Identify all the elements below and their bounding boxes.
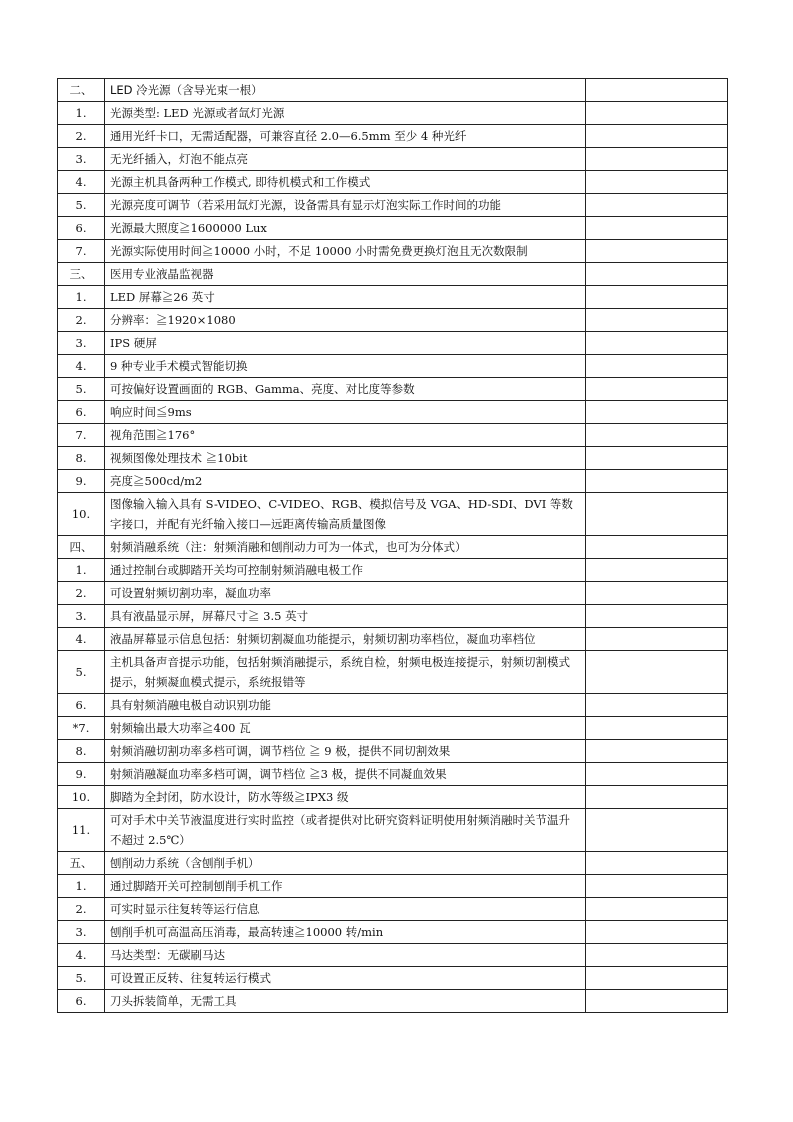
item-requirement: 可设置正反转、往复转运行模式	[105, 967, 586, 990]
response-cell	[586, 79, 728, 102]
item-number: 7.	[58, 424, 105, 447]
item-requirement: 亮度≧500cd/m2	[105, 470, 586, 493]
item-number: 2.	[58, 582, 105, 605]
item-number: 9.	[58, 470, 105, 493]
response-cell	[586, 424, 728, 447]
response-cell	[586, 786, 728, 809]
table-row	[58, 898, 728, 921]
item-requirement: 光源实际使用时间≧10000 小时，不足 10000 小时需免费更换灯泡且无次数限制	[105, 240, 586, 263]
table-row	[58, 355, 728, 378]
response-cell	[586, 286, 728, 309]
table-row	[58, 786, 728, 809]
item-requirement: 9 种专业手术模式智能切换	[105, 355, 586, 378]
item-requirement: 通过脚踏开关可控制刨削手机工作	[105, 875, 586, 898]
item-number: 3.	[58, 605, 105, 628]
item-requirement: LED 屏幕≧26 英寸	[105, 286, 586, 309]
table-row	[58, 921, 728, 944]
response-cell	[586, 401, 728, 424]
response-cell	[586, 240, 728, 263]
item-requirement: 可设置射频切割功率，凝血功率	[105, 582, 586, 605]
item-number: 1.	[58, 559, 105, 582]
section-header-row	[58, 263, 728, 286]
item-requirement: 刨削手机可高温高压消毒，最高转速≧10000 转/min	[105, 921, 586, 944]
response-cell	[586, 217, 728, 240]
response-cell	[586, 309, 728, 332]
table-row	[58, 875, 728, 898]
section-number: 四、	[58, 536, 105, 559]
table-row	[58, 763, 728, 786]
item-requirement: 分辨率：≧1920×1080	[105, 309, 586, 332]
item-number: 6.	[58, 990, 105, 1013]
table-row	[58, 447, 728, 470]
table-row	[58, 809, 728, 852]
item-number: 4.	[58, 944, 105, 967]
item-requirement: 视频图像处理技术 ≧10bit	[105, 447, 586, 470]
response-cell	[586, 355, 728, 378]
response-cell	[586, 332, 728, 355]
item-number: 7.	[58, 240, 105, 263]
section-title: LED 冷光源（含导光束一根）	[105, 79, 586, 102]
item-number: 6.	[58, 694, 105, 717]
response-cell	[586, 493, 728, 536]
response-cell	[586, 194, 728, 217]
item-requirement: 可对手术中关节液温度进行实时监控（或者提供对比研究资料证明使用射频消融时关节温升不超过 2.5℃）	[105, 809, 586, 852]
table-row	[58, 378, 728, 401]
response-cell	[586, 921, 728, 944]
response-cell	[586, 447, 728, 470]
section-number: 二、	[58, 79, 105, 102]
item-requirement: 光源类型: LED 光源或者氙灯光源	[105, 102, 586, 125]
item-requirement: 图像输入输入具有 S-VIDEO、C-VIDEO、RGB、模拟信号及 VGA、HD-SDI、DVI 等数字接口，并配有光纤输入接口—远距离传输高质量图像	[105, 493, 586, 536]
response-cell	[586, 378, 728, 401]
section-header-row	[58, 852, 728, 875]
item-number: 1.	[58, 286, 105, 309]
item-requirement: 光源主机具备两种工作模式, 即待机模式和工作模式	[105, 171, 586, 194]
item-requirement: 主机具备声音提示功能，包括射频消融提示，系统自检，射频电极连接提示，射频切割模式提示，射频凝血模式提示，系统报错等	[105, 651, 586, 694]
item-requirement: 马达类型：无碳刷马达	[105, 944, 586, 967]
item-number: 2.	[58, 898, 105, 921]
item-number: 11.	[58, 809, 105, 852]
table-row	[58, 717, 728, 740]
response-cell	[586, 990, 728, 1013]
response-cell	[586, 582, 728, 605]
section-title: 刨削动力系统（含刨削手机）	[105, 852, 586, 875]
table-row	[58, 628, 728, 651]
item-requirement: 通过控制台或脚踏开关均可控制射频消融电极工作	[105, 559, 586, 582]
section-title: 医用专业液晶监视器	[105, 263, 586, 286]
table-row	[58, 240, 728, 263]
table-row	[58, 102, 728, 125]
section-header-row	[58, 536, 728, 559]
table-row	[58, 332, 728, 355]
table-row	[58, 967, 728, 990]
response-cell	[586, 559, 728, 582]
section-title: 射频消融系统（注：射频消融和刨削动力可为一体式，也可为分体式）	[105, 536, 586, 559]
response-cell	[586, 536, 728, 559]
response-cell	[586, 102, 728, 125]
item-requirement: 脚踏为全封闭，防水设计，防水等级≧IPX3 级	[105, 786, 586, 809]
item-number: 9.	[58, 763, 105, 786]
item-number: 1.	[58, 875, 105, 898]
item-requirement: 射频输出最大功率≧400 瓦	[105, 717, 586, 740]
item-requirement: 刀头拆装简单，无需工具	[105, 990, 586, 1013]
item-requirement: 射频消融凝血功率多档可调，调节档位 ≧3 极，提供不同凝血效果	[105, 763, 586, 786]
item-number: 2.	[58, 309, 105, 332]
table-row	[58, 493, 728, 536]
table-row	[58, 148, 728, 171]
table-row	[58, 424, 728, 447]
item-number: 5.	[58, 194, 105, 217]
table-row	[58, 401, 728, 424]
response-cell	[586, 852, 728, 875]
table-row	[58, 559, 728, 582]
response-cell	[586, 740, 728, 763]
response-cell	[586, 809, 728, 852]
item-number: 5.	[58, 967, 105, 990]
response-cell	[586, 717, 728, 740]
table-row	[58, 286, 728, 309]
item-requirement: 液晶屏幕显示信息包括：射频切割凝血功能提示，射频切割功率档位，凝血功率档位	[105, 628, 586, 651]
item-requirement: IPS 硬屏	[105, 332, 586, 355]
table-row	[58, 171, 728, 194]
response-cell	[586, 651, 728, 694]
table-row	[58, 990, 728, 1013]
response-cell	[586, 470, 728, 493]
item-requirement: 视角范围≧176°	[105, 424, 586, 447]
table-row	[58, 740, 728, 763]
response-cell	[586, 763, 728, 786]
response-cell	[586, 125, 728, 148]
item-number: 8.	[58, 447, 105, 470]
item-requirement: 光源最大照度≧1600000 Lux	[105, 217, 586, 240]
item-requirement: 具有液晶显示屏，屏幕尺寸≧ 3.5 英寸	[105, 605, 586, 628]
table-row	[58, 125, 728, 148]
section-number: 五、	[58, 852, 105, 875]
response-cell	[586, 694, 728, 717]
response-cell	[586, 263, 728, 286]
item-number: 3.	[58, 148, 105, 171]
item-number: 1.	[58, 102, 105, 125]
response-cell	[586, 898, 728, 921]
table-row	[58, 217, 728, 240]
item-number: 4.	[58, 171, 105, 194]
response-cell	[586, 628, 728, 651]
response-cell	[586, 148, 728, 171]
item-requirement: 射频消融切割功率多档可调，调节档位 ≧ 9 极，提供不同切割效果	[105, 740, 586, 763]
response-cell	[586, 944, 728, 967]
item-number: 5.	[58, 651, 105, 694]
item-number: *7.	[58, 717, 105, 740]
item-number: 3.	[58, 921, 105, 944]
section-header-row	[58, 79, 728, 102]
item-requirement: 可实时显示往复转等运行信息	[105, 898, 586, 921]
table-row	[58, 470, 728, 493]
item-requirement: 光源亮度可调节（若采用氙灯光源，设备需具有显示灯泡实际工作时间的功能	[105, 194, 586, 217]
table-row	[58, 194, 728, 217]
item-number: 10.	[58, 786, 105, 809]
item-requirement: 响应时间≦9ms	[105, 401, 586, 424]
item-number: 6.	[58, 401, 105, 424]
item-number: 10.	[58, 493, 105, 536]
item-number: 5.	[58, 378, 105, 401]
item-requirement: 具有射频消融电极自动识别功能	[105, 694, 586, 717]
item-requirement: 通用光纤卡口，无需适配器，可兼容直径 2.0—6.5mm 至少 4 种光纤	[105, 125, 586, 148]
response-cell	[586, 605, 728, 628]
item-number: 4.	[58, 355, 105, 378]
table-row	[58, 582, 728, 605]
item-requirement: 可按偏好设置画面的 RGB、Gamma、亮度、对比度等参数	[105, 378, 586, 401]
table-row	[58, 651, 728, 694]
table-row	[58, 944, 728, 967]
response-cell	[586, 171, 728, 194]
item-number: 6.	[58, 217, 105, 240]
response-cell	[586, 967, 728, 990]
table-row	[58, 694, 728, 717]
item-number: 8.	[58, 740, 105, 763]
section-number: 三、	[58, 263, 105, 286]
item-requirement: 无光纤插入，灯泡不能点亮	[105, 148, 586, 171]
response-cell	[586, 875, 728, 898]
table-row	[58, 309, 728, 332]
item-number: 4.	[58, 628, 105, 651]
item-number: 2.	[58, 125, 105, 148]
table-row	[58, 605, 728, 628]
item-number: 3.	[58, 332, 105, 355]
spec-table	[57, 78, 728, 1013]
